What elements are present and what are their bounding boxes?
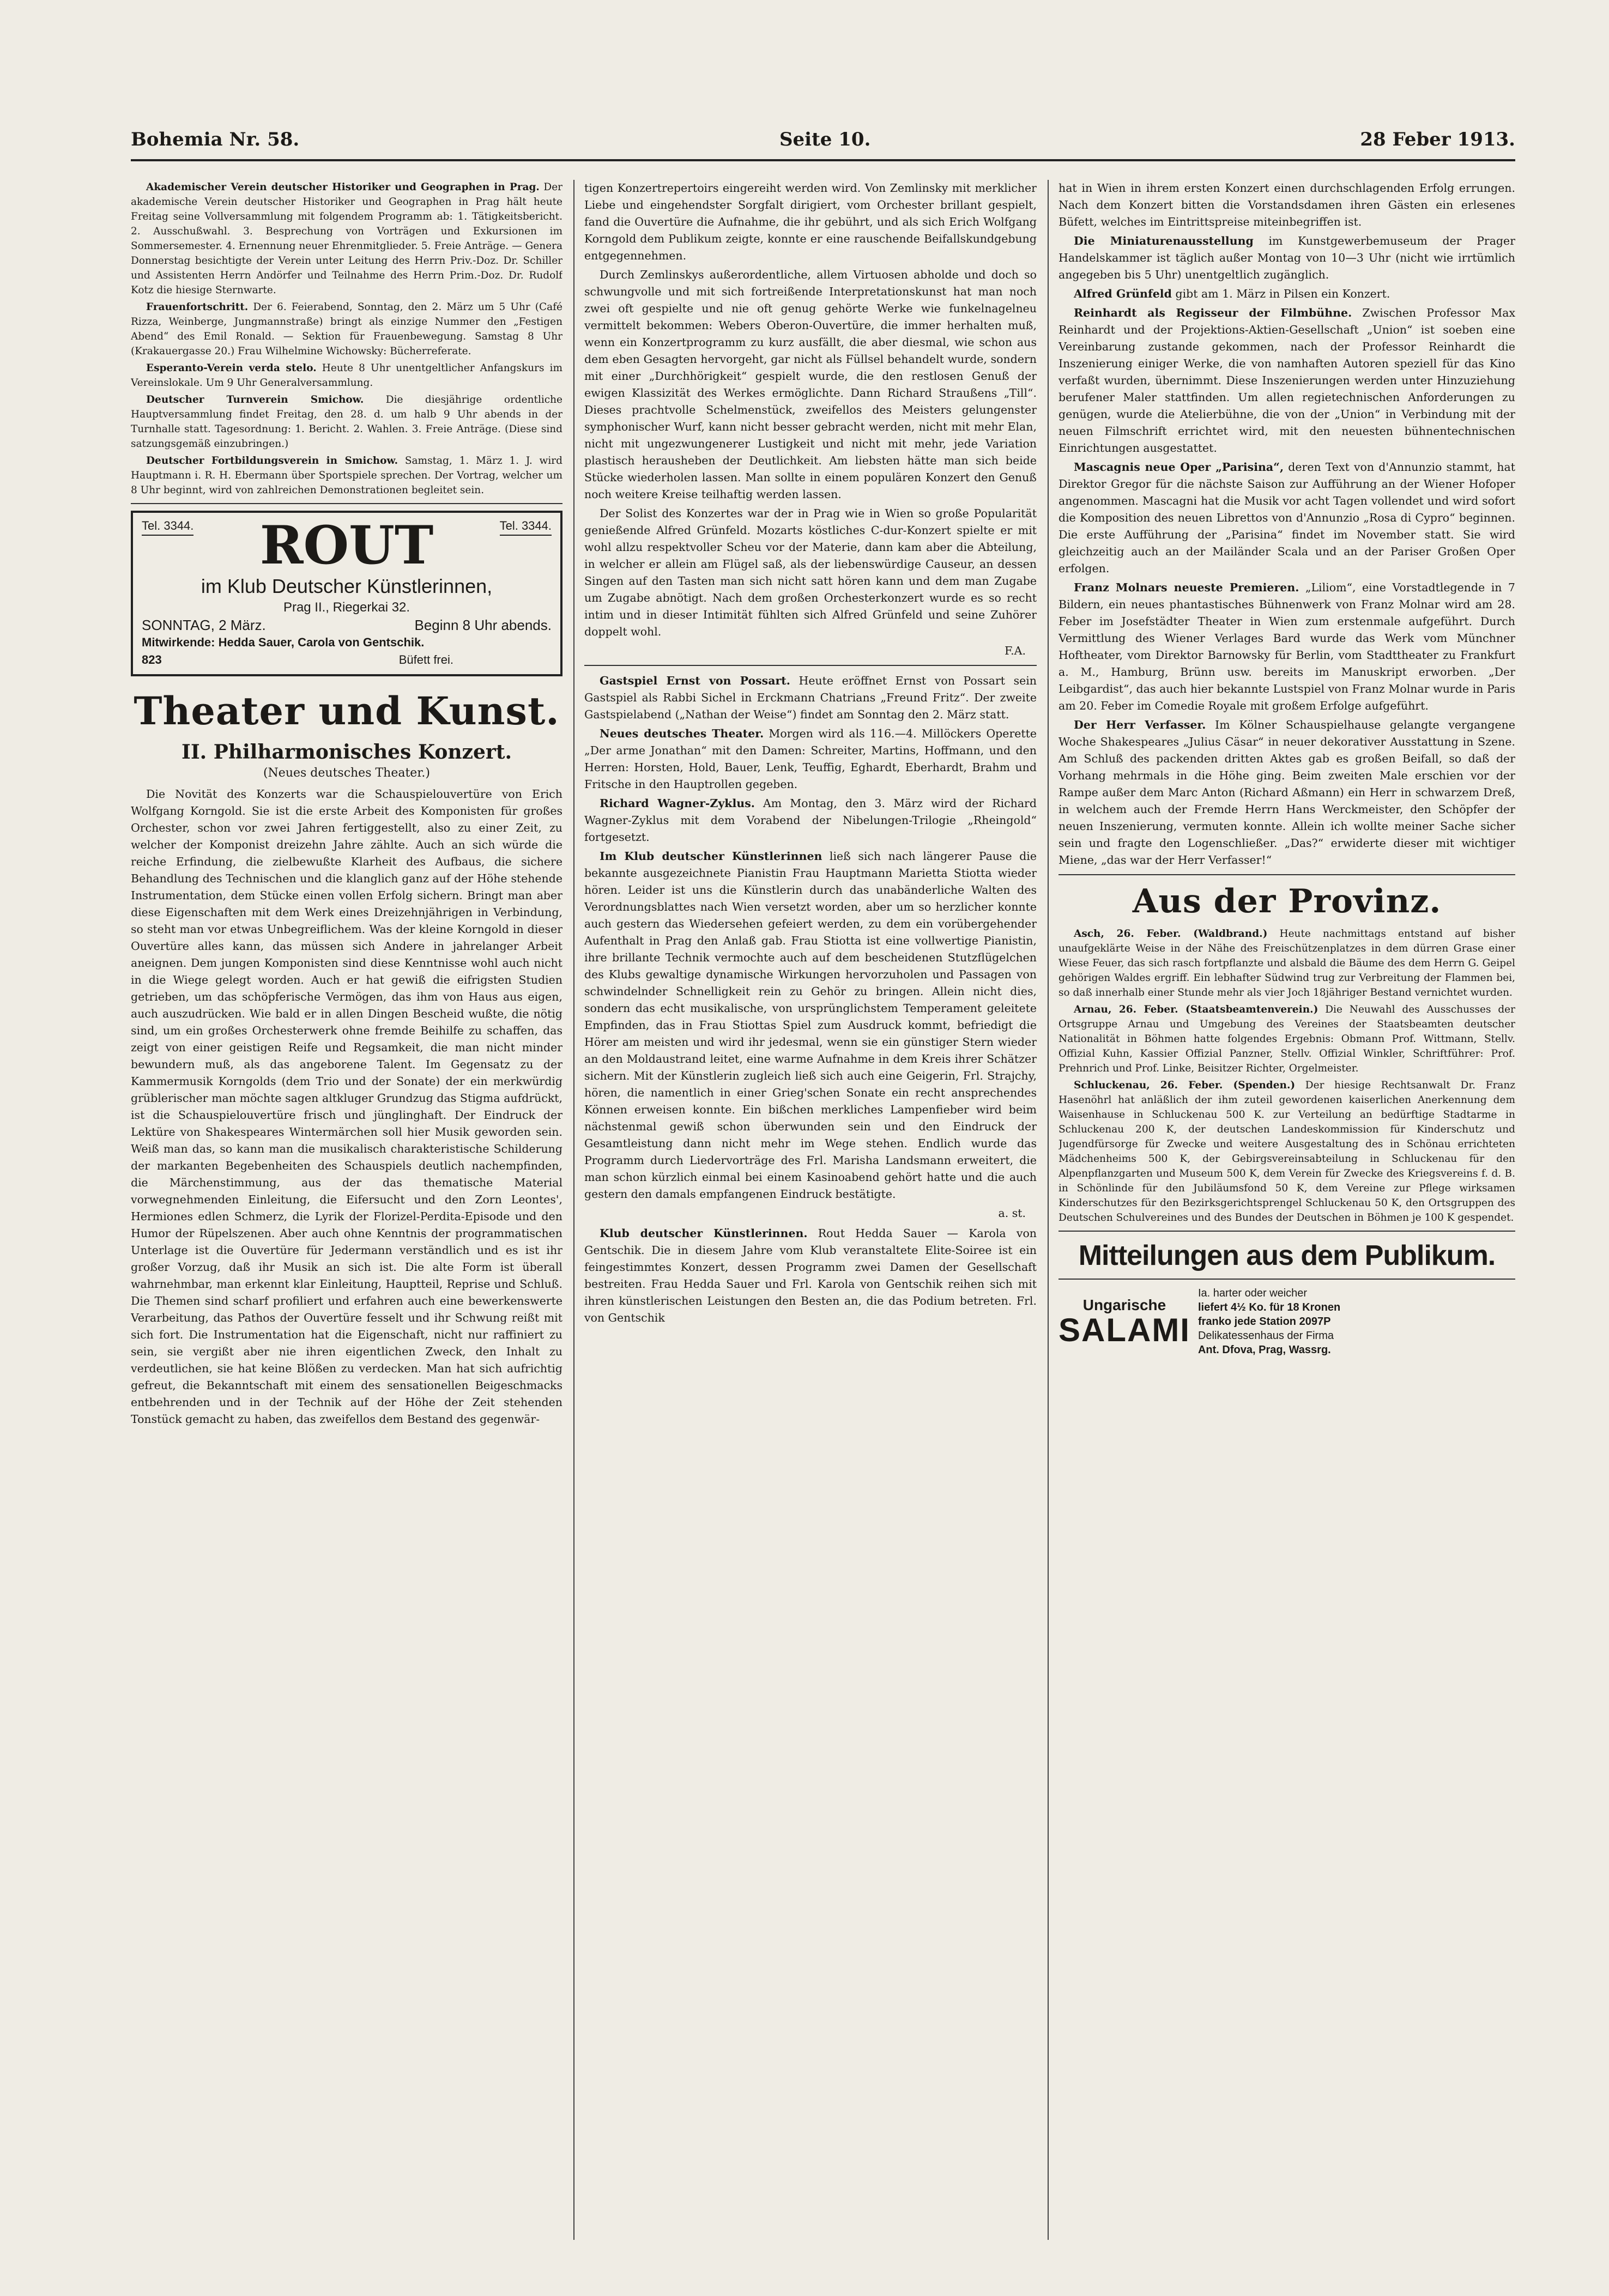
separator [1058, 1279, 1515, 1280]
header-left: Bohemia Nr. 58. [131, 129, 300, 150]
notice-title: Asch, 26. Feber. (Waldbrand.) [1074, 928, 1268, 940]
column-divider [573, 180, 574, 2240]
notice-title: Franz Molnars neueste Premieren. [1074, 581, 1299, 594]
ad-club: im Klub Deutscher Künstlerinnen, [201, 575, 493, 597]
page-header [131, 125, 1515, 158]
notice-title: Richard Wagner-Zyklus. [600, 797, 755, 810]
ad-title: ROUT [259, 514, 434, 576]
notice-title: Alfred Grünfeld [1074, 287, 1172, 300]
ad-time: Beginn 8 Uhr abends. [414, 617, 552, 633]
column-3 [1058, 180, 1515, 2251]
notice-text: Heute nachmittags entstand auf bisher unaufgeklärte Weise in der Nähe des Freischützenplatzes in dem dürren Grase einer Wiese Feuer, das sich rasch fortpflanzte und alsbald die Bäume des dem Herrn G. Geipel gehörigen Waldes ergriff. Ein lebhafter Südwind trug zur Verbreitung der Flammen bei, so daß innerhalb einer Stunde mehr als vier Joch 18jähriger Bestand vernichtet wurden. [1058, 928, 1515, 998]
section-title-provinz: Aus der Provinz. [1132, 882, 1442, 920]
section-title-theater: Theater und Kunst. [134, 688, 560, 734]
mitteilungen-title: Mitteilungen aus dem Publikum. [1078, 1240, 1496, 1271]
salami-desc: liefert 4½ Ko. für 18 Kronen [1197, 1301, 1341, 1313]
ad-address: Prag II., Riegerkai 32. [283, 600, 410, 615]
separator [1058, 1231, 1515, 1232]
salami-desc: Ia. harter oder weicher [1197, 1287, 1308, 1299]
ad-buffet: Büfett frei. [398, 653, 453, 667]
notice-title: Schluckenau, 26. Feber. (Spenden.) [1074, 1080, 1296, 1091]
notice-title: Arnau, 26. Feber. (Staatsbeamtenverein.) [1074, 1004, 1318, 1015]
ad-tel-right: Tel. 3344. [500, 517, 552, 536]
notice-text: Samstag, 1. März 1. J. wird Hauptmann i. R. H. Ebermann über Sportspiele sprechen. Der Vortrag, welcher um 8 Uhr beginnt, wird von zahlreichen Demonstrationen begleitet sein. [131, 455, 562, 496]
header-rule [131, 159, 1515, 161]
ad-performers: Mitwirkende: Hedda Sauer, Carola von Gentschik. [142, 635, 425, 649]
notice-text: Am Montag, den 3. März wird der Richard Wagner-Zyklus mit dem Vorabend der Nibelungen-Trilogie „Rheingold“ fortgesetzt. [584, 797, 1037, 844]
separator [131, 503, 562, 504]
article-paragraph: tigen Konzertrepertoirs eingereiht werden wird. Von Zemlinsky mit merklicher Liebe und eingehendster Sorgfalt dirigiert, vom Orchester brillant gespielt, fand die Ouvertüre die Aufnahme, die ihr gebührt, und als sich Erich Wolfgang Korngold dem Publikum zeigte, konnte er eine rauschende Beifallskundgebung entgegennehmen. [584, 181, 1037, 262]
ad-footer-row [142, 651, 552, 669]
notice-text: Die Neuwahl des Ausschusses der Ortsgruppe Arnau und Umgebung des Vereines der Staatsbeamten deutscher Nationalität in Böhmen hatte folgendes Ergebnis: Obmann Prof. Wittmann, Stellv. Offizial Kuhn, Kassier Offizial Panzner, Stellv. Offizial Winkler, Schriftführer: Prof. Prehnrich und Prof. Linke, Beisitzer Richter, Orgelmeister. [1058, 1004, 1515, 1074]
notice-title: Mascagnis neue Oper „Parisina“, [1074, 461, 1284, 474]
notice-text: gibt am 1. März in Pilsen ein Konzert. [1175, 287, 1390, 300]
ad-tel-left: Tel. 3344. [142, 517, 193, 536]
notice-text: Morgen wird als 116.—4. Millöckers Operette „Der arme Jonathan“ mit den Damen: Schreiter, Martins, Hoffmann, und den Herren: Horsten, Hold, Bauer, Lenk, Teuffig, Eghardt, Eberhardt, Brahm und Fritsche in den Hauptrollen gegeben. [584, 727, 1037, 791]
article-signature: a. st. [998, 1207, 1026, 1220]
article-signature: F.A. [1005, 644, 1026, 657]
column-1 [131, 180, 562, 2251]
newspaper-page [131, 125, 1515, 2251]
notice-text: im Kunstgewerbemuseum der Prager Handelskammer ist täglich außer Montag von 10—3 Uhr (nicht wie irrtümlich angegeben bis 5 Uhr) unentgeltlich zugänglich. [1058, 234, 1515, 281]
salami-desc: franko jede Station 2097P [1197, 1316, 1331, 1328]
header-page-number: Seite 10. [779, 129, 871, 150]
column-divider [1048, 180, 1049, 2240]
salami-line1: Ungarische [1082, 1296, 1166, 1313]
notice-text: Im Kölner Schauspielhause gelangte vergangene Woche Shakespeares „Julius Cäsar“ in neuer dekorativer Ausstattung in Szene. Am Schluß des packenden dritten Aktes gab es großen Beifall, so daß der Vorhang mehrmals in die Höhe ging. Beim zweiten Male erschien vor der Rampe außer dem Marc Anton (Richard Aßmann) ein Herr in schwarzem Dreß, in welchem auch der Fremde Herrn Hans Werckmeister, den Schöpfer der neuen Inszenierung, vermuten konnte. Allein ich wollte meiner Sache sicher sein und fragte den Logenschließer. „Das?“ erwiderte dieser mit wichtiger Miene, „das war der Herr Verfasser!“ [1058, 718, 1515, 867]
notice-text: ließ sich nach längerer Pause die bekannte ausgezeichnete Pianistin Frau Hauptmann Marietta Stiotta wieder hören. Leider ist uns die Künstlerin durch das unabänderliche Walten des Verordnungsblattes nach Wien versetzt worden, aber um so herzlicher konnte auch gestern das Wiedersehen gefeiert werden, zu dem ein vorübergehender Aufenthalt in Prag den Anlaß gab. Frau Stiotta ist eine vollwertige Pianistin, ihre brillante Technik vermochte auch auf dem bescheidenen Stutzflügelchen des Klubs gewaltige dynamische Wirkungen hervorzuholen und Passagen von schwindelnder Schnelligkeit rein zu Gehör zu bringen. Allein nicht dies, sondern das echt musikalische, von ursprünglichstem Temperament geleitete Empfinden, das in Frau Stiottas Spiel zum Ausdruck kommt, befriedigt die Hörer am meisten und wird ihr jedesmal, wenn sie ein günstiger Stern wieder an den Moldaustrand leitet, eine warme Aufnahme in dem Kreis ihrer Schätzer sichern. Mit der Künstlerin zugleich ließ sich auch eine Geigerin, Frl. Strajchy, hören, die namentlich in einer Grieg'schen Sonate ein recht ansprechendes Können erweisen konnte. Ein bißchen merkliches Lampenfieber wird beim nächstenmal gewiß schon überwunden sein und den Eindruck der Gesamtleistung dann nicht mehr im Wege stehen. Endlich wurde das Programm durch Liedervorträge des Frl. Marisha Landsmann erweitert, die man schon kürzlich einmal bei einem Kasinoabend gehört hatte und die auch gestern den damals empfangenen Eindruck bestätigte. [584, 850, 1037, 1201]
salami-desc: Delikatessenhaus der Firma [1197, 1330, 1334, 1342]
notice-title: Reinhardt als Regisseur der Filmbühne. [1074, 306, 1352, 319]
salami-desc: Ant. Dfova, Prag, Wassrg. [1197, 1344, 1331, 1356]
notice-text: „Liliom“, eine Vorstadtlegende in 7 Bildern, ein neues phantastisches Bühnenwerk von Franz Molnar wird am 28. Feber im Josefstädter Theater in Wien zum erstenmale aufgeführt. Durch Vermittlung des Wiener Verlages Bard wurde das Werk vom Münchner Hoftheater, vom Direktor Barnowsky für Berlin, vom Stadttheater zu Frankfurt a. M., Hamburg, Brünn usw. bereits im Manuskript erworben. „Der Leibgardist“, das auch hier bekannte Lustspiel von Franz Molnar wurde in Paris am 20. Feber im Comedie Royale mit großem Erfolge aufgeführt. [1058, 581, 1515, 712]
notice-text: Zwischen Professor Max Reinhardt und der Projektions-Aktien-Gesellschaft „Union“ ist soeben eine Vereinbarung zustande gekommen, nach der Professor Reinhardt die Inszenierung einiger Werke, die von namhaften Autoren speziell für das Kino verfaßt wurden, übernimmt. Diese Inszenierungen werden unter Hinzuziehung berufener Maler stattfinden. Um allen regietechnischen Anforderungen zu genügen, wurde die Atelierbühne, die von der „Union“ in Verbindung mit der neuen Filmschrift errichtet wird, mit den neuesten bühnentechnischen Einrichtungen ausgestattet. [1058, 306, 1515, 455]
notice-title: Gastspiel Ernst von Possart. [600, 674, 790, 687]
notice-text: Heute eröffnet Ernst von Possart sein Gastspiel als Rabbi Sichel in Erckmann Chatrians „Freund Fritz“. Der zweite Gastspielabend („Nathan der Weise“) findet am Sonntag den 2. März statt. [584, 674, 1037, 721]
ad-date: SONNTAG, 2 März. [142, 617, 266, 633]
notice-text: Die diesjährige ordentliche Hauptversammlung findet Freitag, den 28. d. um halb 9 Uhr abends in der Turnhalle statt. Tagesordnung: 1. Bericht. 2. Wahlen. 3. Freie Anträge. (Diese sind satzungsgemäß einzubringen.) [131, 394, 562, 450]
salami-left [1058, 1297, 1190, 1347]
notice-text: Heute 8 Uhr unentgeltlicher Anfangskurs im Vereinslokale. Um 9 Uhr Generalversammlung. [131, 362, 562, 389]
separator [584, 665, 1037, 666]
notice-title: Frauenfortschritt. [146, 301, 249, 313]
notice-text: Rout Hedda Sauer — Karola von Gentschik. Die in diesem Jahre vom Klub veranstaltete Elite-Soiree ist ein feingestimmtes Konzert, dessen Programm zwei Damen der Gesellschaft bestreiten. Frau Hedda Sauer und Frl. Karola von Gentschik reihen sich mit ihren künstlerischen Leistungen den Besten an, die das Podium betreten. Frl. von Gentschik [584, 1227, 1037, 1324]
article-subtitle: (Neues deutsches Theater.) [263, 766, 431, 780]
notice-title: Deutscher Turnverein Smichow. [146, 394, 364, 405]
salami-line2: SALAMI [1058, 1311, 1190, 1348]
provinz-notices [1058, 926, 1515, 1225]
ad-number: 823 [142, 653, 162, 667]
notice-text: Der 6. Feierabend, Sonntag, den 2. März um 5 Uhr (Café Rizza, Weinberge, Jungmannstraße) bringt als einzige Nummer den „Festigen Abend“ des Emil Ronald. — Sektion für Frauenbewegung. Samstag 8 Uhr (Krakauergasse 20.) Frau Wilhelmine Wichowsky: Bücherreferate. [131, 301, 562, 357]
column-2 [584, 180, 1037, 2251]
notice-title: Im Klub deutscher Künstlerinnen [600, 850, 822, 863]
notice-title: Klub deutscher Künstlerinnen. [600, 1227, 808, 1240]
rout-advertisement [131, 511, 562, 676]
separator [1058, 874, 1515, 875]
header-date: 28 Feber 1913. [1360, 129, 1515, 150]
ad-date-row [142, 616, 552, 634]
notice-text: deren Text von d'Annunzio stammt, hat Direktor Gregor für die nächste Saison zur Aufführung an der Wiener Hofoper angenommen. Mascagni hat die Musik vor acht Tagen vollendet und wird sofort die Komposition des neuen Librettos von d'Annunzio „Rosa di Cypro“ beginnen. Die erste Aufführung der „Parisina“ findet im November statt. Sie wird gleichzeitig auch an der Mailänder Scala und an der Pariser Großen Oper erfolgen. [1058, 461, 1515, 575]
notice-title: Die Miniaturenausstellung [1074, 234, 1254, 247]
notice-text: Der akademische Verein deutscher Historiker und Geographen in Prag hält heute Freitag seine Vollversammlung mit folgendem Programm ab: 1. Tätigkeitsbericht. 2. Ausschußwahl. 3. Besprechung von Vorträgen und Exkursionen im Sommersemester. 4. Ernennung neuer Ehrenmitglieder. 5. Freie Anträge. — Genera Donnerstag besichtigte der Verein unter Leitung des Herrn Priv.-Doz. Dr. Schiller und Assistenten Herrn Andörfer und Teilnahme des Herrn Prim.-Doz. Dr. Rudolf Kotz die hiesige Sternwarte. [131, 181, 562, 296]
article-paragraph: Durch Zemlinskys außerordentliche, allem Virtuosen abholde und doch so schwungvolle und mit sich fortreißende Interpretationskunst hat man noch zwei oft gespielte und nie oft genug gehörte Werke wie funkelnagelneu vermittelt bekommen: Webers Oberon-Ouvertüre, die immer herhalten muß, wenn ein Konzertprogramm zu kurz ausfällt, die aber diesmal, wie schon aus dem eben Gesagten hervorgeht, gar nicht als Füllsel behandelt wurde, sondern mit einer „Durchhörigkeit“ gespielt wurde, die den restlosen Genuß der ewigen Klassizität des Werkes ermöglichte. Dann Richard Straußens „Till“. Dieses prachtvolle Schelmenstück, zweifellos des Meisters gelungenster symphonischer Wurf, kann nicht besser gebracht werden, nicht mit mehr Elan, nicht mit ungezwungenerer Lustigkeit und nicht mit mehr, jede Variation plastisch herausheben der Deutlichkeit. Am liebsten hätte man sich beide Stücke wiederholen lassen. Man sollte in einem populären Konzert den Genuß noch weitere Kreise teilhaftig werden lassen. [584, 268, 1037, 501]
article-title: II. Philharmonisches Konzert. [182, 741, 512, 764]
notice-title: Esperanto-Verein verda stelo. [146, 362, 317, 374]
notice-title: Der Herr Verfasser. [1074, 718, 1206, 731]
article-paragraph: Die Novität des Konzerts war die Schauspielouvertüre von Erich Wolfgang Korngold. Sie ist die erste Arbeit des Komponisten für großes Orchester, schon vor zwei Jahren fertiggestellt, also zu einer Zeit, zu welcher der Komponist dreizehn Jahre zählte. Auch an sich würde die reiche Erfindung, die zielbewußte Klarheit des Aufbaus, die sichere Behandlung des Technischen und die klanglich ganz auf der Höhe stehende Instrumentation, dem Stücke einen vollen Erfolg sichern. Bringt man aber diese Eigenschaften mit dem Werk eines Dreizehnjährigen in Verbindung, so steht man vor etwas Unbegreiflichem. Was der kleine Korngold in dieser Ouvertüre alles kann, das müssen sich Andere in jahrelanger Arbeit aneignen. Dem jungen Komponisten sind diese Kenntnisse wohl auch nicht in die Wiege gelegt worden. Auch er hat gewiß die eifrigsten Studien getrieben, um das schöpferische Vermögen, das ihm von Haus aus eigen, auch auszudrücken. Wie bald er in allen Dingen Bescheid wußte, die nötig sind, um ein großes Orchesterwerk ohne fremde Beihilfe zu schaffen, das zeigt von einer geistigen Reife und Regsamkeit, die man nicht minder bewundern muß, als das angeborene Talent. Im Gegensatz zu der Kammermusik Korngolds (dem Trio und der Sonate) der ein merkwürdig grüblerischer man möchte sagen altkluger Grundzug das Stigma aufdrückt, ist die Schauspielouvertüre frisch und jünglinghaft. Der Eindruck der Lektüre von Shakespeares Wintermärchen soll hier Musik geworden sein. Weiß man das, so kann man die musikalisch charakteristische Schilderung der markanten Begebenheiten des Schauspiels deutlich nachempfinden, die Märchenstimmung, aus der das thematische Material vorwegnehmenden Einleitung, die Eifersucht und den Zorn Leontes', Hermiones edlen Schmerz, die Lyrik der Florizel-Perdita-Episode und den Humor der Rüpelszenen. Aber auch ohne Kenntnis der programmatischen Unterlage ist die Ouvertüre für Jedermann verständlich und es ist ihr großer Vorzug, daß ihr Musik an sich ist. Die alte Form ist überall wahrnehmbar, man erkennt klar Einleitung, Hauptteil, Reprise und Schluß. Die Themen sind scharf profiliert und erfahren auch eine bewerkenswerte Verarbeitung, das Pathos der Ouvertüre fesselt und ihr Schwung reißt mit sich fort. Die Instrumentation hat die Eigenschaft, nicht nur raffiniert zu sein, sie vergißt aber nie ihren eigentlichen Zweck, den Inhalt zu verdeutlichen, sie hat keine Blößen zu verdecken. Man hat sich aufrichtig gefreut, die Bekanntschaft mit einem des sensationellen Beigeschmacks entbehrenden und in der Technik auf der Höhe der Zeit stehenden Tonstück gemacht zu haben, das zweifellos dem Bestand des gegenwär- [131, 787, 562, 1426]
article-paragraph: Der Solist des Konzertes war der in Prag wie in Wien so große Popularität genießende Alfred Grünfeld. Mozarts köstliches C-dur-Konzert spielte er mit wohl allzu respektvoller Scheu vor der Materie, dann kam aber die Abteilung, in welcher er allein am Flügel saß, als der liebenswürdige Causeur, an dessen Singen auf den Tasten man sich nicht satt hören kann und dem man Zugabe um Zugabe abnötigt. Nach dem großen Orchesterkonzert wurde es so recht intim und in dieser Intimität fühlten sich Alfred Grünfeld und seine Zuhörer doppelt wohl. [584, 507, 1037, 638]
notice-title: Neues deutsches Theater. [600, 727, 764, 740]
article-paragraph: hat in Wien in ihrem ersten Konzert einen durchschlagenden Erfolg errungen. Nach dem Konzert bitten die Vorstandsdamen ihren Gästen ein erlesenes Büfett, welches im Eintrittspreise miteinbegriffen ist. [1058, 181, 1515, 228]
club-notices [131, 180, 562, 498]
salami-advertisement [1058, 1286, 1515, 1357]
notice-text: Der hiesige Rechtsanwalt Dr. Franz Hasenöhrl hat anläßlich der ihm zuteil gewordenen kaiserlichen Anerkennung dem Waisenhause in Schluckenau 500 K. zur Verteilung an bedürftige Stadtarme in Schluckenau 200 K, der deutschen Landeskommission für Kinderschutz und Jugendfürsorge für Zwecke und weitere Ausgestaltung des in Schönau errichteten Mädchenheims 500 K, der Gebirgsvereinsabteilung in Schluckenau für den Alpenpflanzgarten und Museum 500 K, dem Verein für Zwecke des Kriegsvereins f. d. B. in Schönlinde für den Jubiläumsfond 50 K, dem Vereine zur Pflege wirksamen Kinderschutzes für den Bezirksgerichtsprengel Schluckenau 50 K, den Ortsgruppen des Deutschen Schulvereines und des Bundes der Deutschen in Böhmen je 100 K gespendet. [1058, 1080, 1515, 1223]
notice-title: Akademischer Verein deutscher Historiker und Geographen in Prag. [146, 181, 540, 193]
salami-details [1198, 1286, 1340, 1357]
notice-title: Deutscher Fortbildungsverein in Smichow. [146, 455, 398, 467]
